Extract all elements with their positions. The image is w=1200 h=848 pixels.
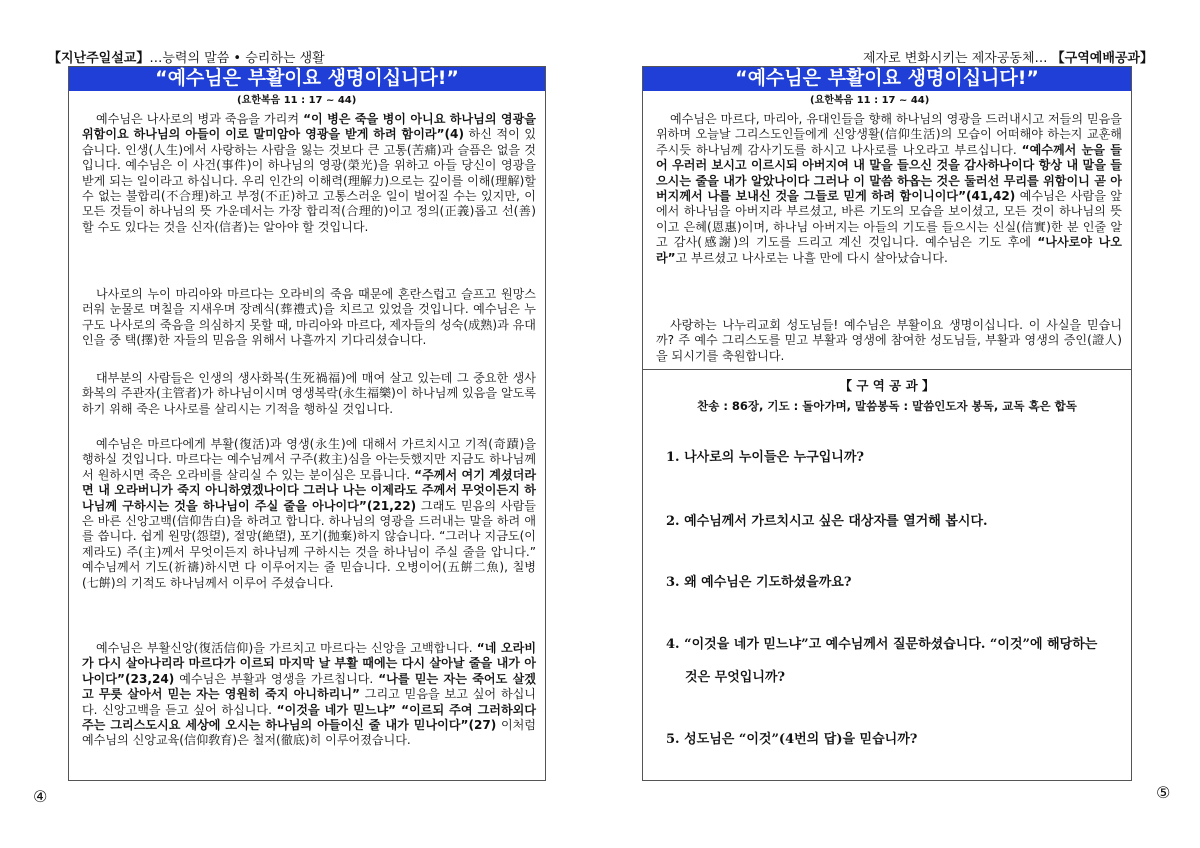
left-header-text: …능력의 말씀 • 승리하는 생활 [149,51,325,66]
text-segment: 이처럼 예수님의 신앙교육(信仰敎育)은 철저(徹底)히 이루어졌습니다. [82,718,536,748]
text-segment: 예수님은 마르다에게 부활(復活)과 영생(永生)에 대해서 가르치시고 기적(奇蹟)을 행하실 것입니다. 마르다는 예수님께서 구주(救主)심을 아는듯했지만 지금도 하나님께서 원하시면 죽은 오라비를 살리실 수 있는 분이심은 모릅니다. [82,437,536,482]
study-divider [642,369,1132,370]
sermon-paragraph-5 [82,641,536,749]
question-5: 5. 성도님은 “이것”(4번의 답)을 믿습니까? [666,732,918,747]
page-number-left: ④ [33,787,48,806]
question-4: 4. “이것을 네가 믿느냐”고 예수님께서 질문하셨습니다. “이것”에 해당하는 [666,637,1098,652]
left-scripture-ref: (요한복음 11 : 17 ~ 44) [237,95,357,106]
text-segment: 그리고 믿음을 보고 싶어 하십니다. 신앙고백을 듣고 싶어 하십니다. [82,687,536,717]
right-scripture-ref: (요한복음 11 : 17 ~ 44) [810,95,930,106]
text-segment: 하신 적이 있습니다. 인생(人生)에서 사랑하는 사람을 잃는 것보다 큰 고통(苦痛)과 슬픔은 없을 것입니다. 예수님은 이 사건(事件)이 하나님의 영광(榮光)을 위하고 아들 당신이 영광을 받게 되는 일이라고 하십니다. 우리 인간의 이해력(理解力)으로는 깊이를 이해(理解)할 수 없는 불합리(不合理)하고 부정(不正)하고 고통스러운 일이 벌어질 수는 있지만, 이 모든 것들이 하나님의 뜻 가운데서는 가장 합리적(合理的)이고 정의(正義)롭고 선(善)할 수도 있다는 것을 신자(信者)는 알아야 할 것입니다. [82,127,536,234]
right-header-tag: 【구역예배공과】 [1051,51,1153,66]
page-number-right: ⑤ [1156,783,1171,802]
scripture-quote: “이것을 네가 믿느냐” “이르되 주여 그러하외다 주는 그리스도시요 세상에 오시는 하나님의 아들이신 줄 내가 믿나이다”(27) [82,702,536,733]
left-title: “예수님은 부활이요 생명이십니다!” [155,67,459,89]
lesson-paragraph-1 [656,112,1122,266]
question-3: 3. 왜 예수님은 기도하셨을까요? [666,575,852,590]
lesson-paragraph-2: 사랑하는 나누리교회 성도님들! 예수님은 부활이요 생명이십니다. 이 사실을 믿습니까? 주 예수 그리스도를 믿고 부활과 영생에 참여한 성도님들, 부활과 영생의 증인(證人)을 되시기를 축원합니다. [656,318,1122,363]
scripture-quote: “네 오라비가 다시 살아나리라 마르다가 이르되 마지막 날 부활 때에는 다시 살아날 줄을 내가 아나이다”(23,24) [82,641,536,686]
sermon-paragraph-4 [82,437,536,591]
sermon-paragraph-3: 대부분의 사람들은 인생의 생사화복(生死禍福)에 매여 살고 있는데 그 중요한 생사화복의 주관자(主管者)가 하나님이시며 영생복락(永生福樂)이 하나님께 있음을 알도록 하기 위해 죽은 나사로를 살리시는 기적을 행하실 것입니다. [82,371,536,416]
scripture-quote: “나를 믿는 자는 죽어도 살겠고 무릇 살아서 믿는 자는 영원히 죽지 아니하리니” [82,671,536,702]
sermon-paragraph-2: 나사로의 누이 마리아와 마르다는 오라비의 죽음 때문에 혼란스럽고 슬프고 원망스러워 눈물로 며칠을 지새우며 장례식(葬禮式)을 치르고 있었을 것입니다. 예수님은 누구도 나사로의 죽음을 의심하지 못할 때, 마리아와 마르다, 제자들의 성숙(成熟)과 유대인을 중 택(擇)한 자들의 믿음을 위해서 나흘까지 기다리셨습니다. [82,287,536,348]
scripture-quote: “주께서 여기 계셨더라면 내 오라버니가 죽지 아니하였겠나이다 그러나 나는 이제라도 주께서 무엇이든지 하나님께 구하시는 것을 하나님이 주실 줄을 아나이다”(21,22) [82,467,536,513]
question-1: 1. 나사로의 누이들은 누구입니까? [666,450,865,465]
scripture-quote: “나사로야 나오라” [656,235,1122,265]
question-2: 2. 예수님께서 가르치시고 싶은 대상자를 열거해 봅시다. [666,514,988,529]
scripture-quote: “이 병은 죽을 병이 아니요 하나님의 영광을 위함이요 하나님의 아들이 이로 말미암아 영광을 받게 하려 함이라”(4) [82,112,536,142]
left-header [48,47,325,66]
scripture-quote: “예수께서 눈을 들어 우러러 보시고 이르시되 아버지여 내 말을 들으신 것을 감사하나이다 항상 내 말을 들으시는 줄을 내가 알았나이다 그러나 이 말씀 하옵는 것은 둘러선 무리를 위함이니 곧 아버지께서 나를 보내신 것을 그들로 믿게 하려 함이니이다”(41,42) [656,142,1122,204]
right-title: “예수님은 부활이요 생명이십니다!” [735,67,1039,89]
text-segment: 예수님은 마르다, 마리아, 유대인들을 향해 하나님의 영광을 드러내시고 저들의 믿음을 위하며 오늘날 그리스도인들에게 신앙생활(信仰生活)의 모습이 어떠해야 하는지 교훈해 주시듯 하나님께 감사기도를 하시고 나사로를 나오라고 부르십니다. [656,112,1122,157]
text-segment: 예수님은 부활신앙(復活信仰)을 가르치고 마르다는 신앙을 고백합니다. [96,641,477,655]
text-segment: 예수님은 나사로의 병과 죽음을 가리켜 [96,112,304,126]
right-header-text: 제자로 변화시키는 제자공동체… [862,51,1052,66]
study-title: 【 구 역 공 과 】 [839,378,935,393]
question-4-continued: 것은 무엇입니까? [685,670,786,685]
text-segment: 고 부르셨고 나사로는 나흘 만에 다시 살아났습니다. [675,250,948,265]
right-header [863,47,1153,66]
text-segment: 예수님은 사람을 앞에서 하나님을 아버지라 부르셨고, 바른 기도의 모습을 보이셨고, 모든 것이 하나님의 뜻이고 은혜(恩惠)이며, 하나님 아버지는 아들의 기도를 들으시는 신실(信實)한 분 인줄 알고 감사(感謝)의 기도를 드리고 계신 것입니다. 예수님은 기도 후에 [656,189,1122,250]
left-header-tag: 【지난주일설교】 [48,51,150,66]
text-segment: 그래도 믿음의 사람들은 바른 신앙고백(信仰告白)을 하려고 합니다. 하나님의 영광을 드러내는 말을 하려 애를 씁니다. 쉽게 원망(怨望), 절망(絶望), 포기(抛棄)하지 않습니다. “그러나 지금도(이제라도) 주(主)께서 무엇이든지 하나님께 구하시는 것을 하나님이 주실 줄을 압니다.” 예수님께서 기도(祈禱)하시면 다 이루어지는 줄 믿습니다. 오병이어(五餠二魚), 칠병(七餠)의 기적도 하나님께서 이루어 주셨습니다. [82,498,536,590]
text-segment: 예수님은 부활과 영생을 가르칩니다. [174,671,379,686]
worship-order: 찬송 : 86장, 기도 : 돌아가며, 말씀봉독 : 말씀인도자 봉독, 교독 혹은 합독 [697,399,1077,413]
sermon-paragraph-1 [82,112,536,235]
